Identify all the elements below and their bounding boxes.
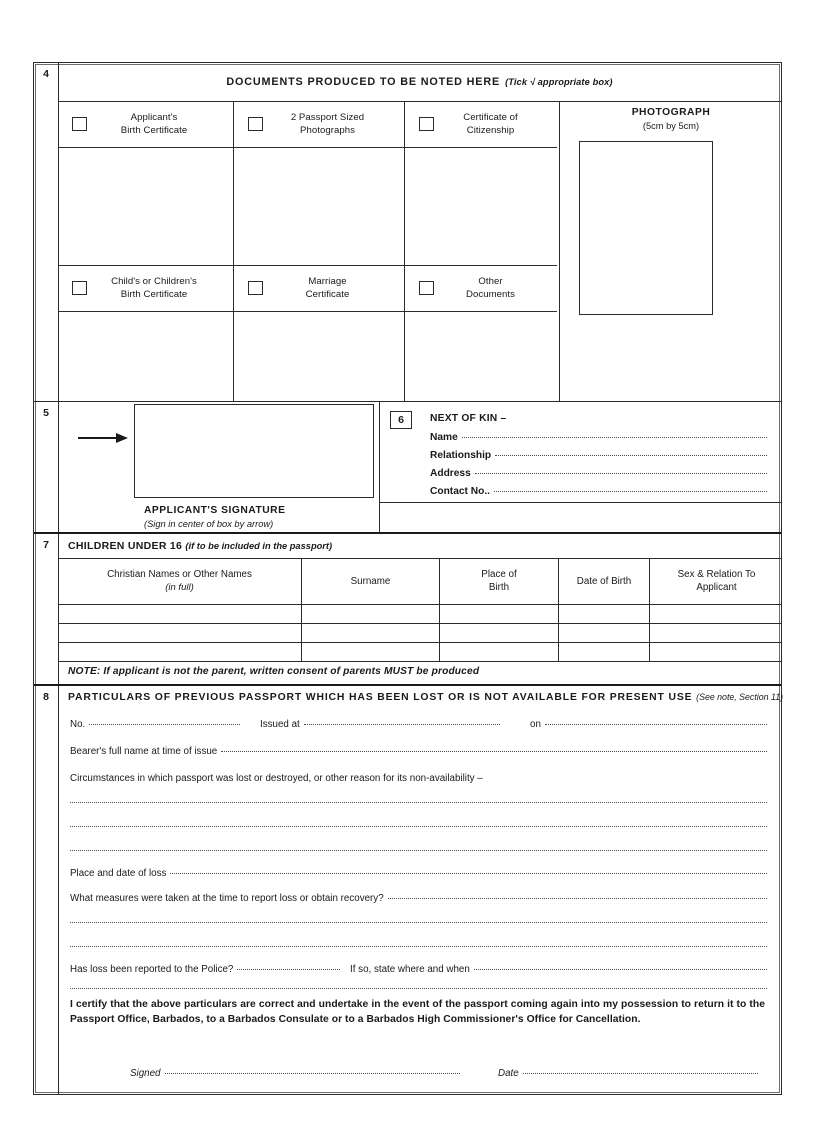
doc-checkbox-label — [87, 275, 233, 301]
applicant-signature-box[interactable] — [134, 404, 374, 498]
children-row-rule — [58, 661, 781, 662]
checkbox-certificate-of-citizenship[interactable] — [419, 117, 434, 131]
doc-checkbox-label — [263, 275, 404, 301]
doc-checkbox-label — [263, 111, 404, 137]
doc-row2-rule — [58, 311, 557, 312]
doc-label-line1: Certificate of — [463, 112, 518, 123]
checkbox-marriage-certificate[interactable] — [248, 281, 263, 295]
col-header-line1: Surname — [350, 575, 391, 587]
next-of-kin-relationship-input[interactable] — [495, 447, 767, 456]
doc-checkbox-cell[interactable] — [58, 265, 233, 311]
bearer-name-input[interactable] — [221, 743, 767, 752]
children-col-header-surname — [302, 558, 439, 604]
children-col-divider-4 — [649, 558, 650, 661]
col-header-line2: Birth — [488, 582, 510, 593]
police-reported-row[interactable] — [70, 963, 340, 975]
measures-taken-label: What measures were taken at the time to report loss or obtain recovery? — [70, 893, 384, 904]
doc-checkbox-label — [87, 111, 233, 137]
next-of-kin-relationship-row[interactable] — [430, 449, 767, 461]
next-of-kin-address-row[interactable] — [430, 467, 767, 479]
next-of-kin-contact-input[interactable] — [494, 483, 767, 492]
arrow-head — [116, 433, 128, 443]
section-7-number: 7 — [43, 539, 49, 551]
children-col-divider-3 — [558, 558, 559, 661]
measures-taken-row[interactable] — [70, 892, 767, 904]
next-of-kin-contact-label: Contact No.. — [430, 486, 490, 497]
police-reported-input[interactable] — [237, 961, 340, 970]
section-8-previous-passport — [34, 686, 784, 1094]
police-where-when-input[interactable] — [474, 961, 767, 970]
checkbox-other-documents[interactable] — [419, 281, 434, 295]
col-header-line2: (in full) — [165, 582, 194, 593]
doc-label-line1: 2 Passport Sized — [290, 112, 365, 123]
section-8-title-wrap — [68, 692, 783, 703]
section-7-title-wrap — [68, 540, 332, 552]
section-5-6-divider — [379, 402, 380, 532]
section-7-children-under-16 — [34, 534, 781, 684]
certification-statement: I certify that the above particulars are correct and undertake in the event of the passport coming again into my possession to return it to the Passport Office, Barbados, to a Barbados Consulate or to a Barbados High Commissioner's Office for Cancellation. — [70, 999, 765, 1025]
children-col-divider-1 — [301, 558, 302, 661]
doc-label-line2: Documents — [466, 289, 515, 300]
police-reported-label: Has loss been reported to the Police? — [70, 964, 234, 975]
passport-form-frame — [33, 62, 782, 1095]
circumstances-input-line[interactable] — [70, 850, 767, 851]
doc-checkbox-cell[interactable] — [58, 101, 233, 147]
date-label: Date — [498, 1068, 519, 1079]
section-4-documents-produced — [34, 63, 781, 401]
doc-checkbox-cell[interactable] — [234, 265, 404, 311]
checkbox-2-passport-sized-photographs[interactable] — [248, 117, 263, 131]
arrow-shaft — [78, 437, 118, 439]
children-col-header-date-of-birth — [559, 558, 649, 604]
police-where-when-label: If so, state where and when — [350, 964, 470, 975]
section-8-title-note: (See note, Section 11) — [696, 692, 784, 702]
next-of-kin-name-row[interactable] — [430, 431, 767, 443]
police-overflow-line[interactable] — [70, 988, 767, 989]
section-4-title-bar — [58, 63, 781, 101]
next-of-kin-relationship-label: Relationship — [430, 450, 492, 461]
section-5-number: 5 — [43, 407, 49, 419]
section-8-title: PARTICULARS OF PREVIOUS PASSPORT WHICH HAS BEEN LOST OR IS NOT AVAILABLE FOR PRESENT USE — [68, 692, 693, 703]
children-row-rule — [58, 642, 781, 643]
measures-input-line[interactable] — [70, 946, 767, 947]
doc-checkbox-cell[interactable] — [405, 101, 559, 147]
previous-passport-on-row[interactable] — [530, 718, 767, 730]
signed-row[interactable] — [130, 1067, 460, 1079]
previous-passport-issued-at-row[interactable] — [260, 718, 500, 730]
col-header-line2: Applicant — [696, 582, 737, 593]
children-col-header-sex-relation — [650, 558, 783, 604]
doc-row1-rule — [58, 147, 557, 148]
doc-label-line1: Marriage — [308, 276, 347, 287]
doc-label-line1: Child's or Children's — [111, 276, 197, 287]
gutter-divider — [58, 402, 59, 532]
section-7-title-note: (if to be included in the passport) — [185, 541, 333, 551]
signed-input[interactable] — [165, 1065, 460, 1074]
section-7-title: CHILDREN UNDER 16 — [68, 540, 183, 552]
previous-passport-no-label: No. — [70, 719, 86, 730]
applicant-signature-instruction: (Sign in center of box by arrow) — [144, 519, 274, 529]
circumstances-label: Circumstances in which passport was lost or destroyed, or other reason for its non-availability – — [70, 773, 483, 784]
bearer-name-row[interactable] — [70, 745, 767, 757]
police-where-when-row[interactable] — [350, 963, 767, 975]
section-5-6-band — [34, 402, 781, 532]
previous-passport-no-input[interactable] — [89, 716, 240, 725]
circumstances-input-line[interactable] — [70, 826, 767, 827]
section-6-bottom-rule — [379, 502, 781, 503]
photograph-heading: PHOTOGRAPH — [631, 107, 711, 118]
doc-label-line2: Certificate — [305, 289, 350, 300]
gutter-divider — [58, 686, 59, 1094]
previous-passport-issued-at-input[interactable] — [304, 716, 500, 725]
signed-label: Signed — [130, 1068, 161, 1079]
measures-taken-input[interactable] — [388, 890, 767, 899]
circumstances-input-line[interactable] — [70, 802, 767, 803]
next-of-kin-address-input[interactable] — [475, 465, 767, 474]
children-row-rule — [58, 623, 781, 624]
place-date-of-loss-label: Place and date of loss — [70, 868, 167, 879]
col-header-line1: Date of Birth — [576, 575, 632, 587]
doc-checkbox-cell[interactable] — [405, 265, 559, 311]
col-header-line1: Place of — [481, 569, 517, 580]
section-6-number: 6 — [390, 411, 412, 429]
previous-passport-on-label: on — [530, 719, 541, 730]
doc-checkbox-label — [434, 111, 559, 137]
previous-passport-issued-at-label: Issued at — [260, 719, 300, 730]
photograph-size-note: (5cm by 5cm) — [642, 121, 700, 131]
place-date-of-loss-row[interactable] — [70, 867, 767, 879]
doc-label-line2: Birth Certificate — [120, 289, 188, 300]
photograph-paste-area[interactable] — [579, 141, 713, 315]
measures-input-line[interactable] — [70, 922, 767, 923]
children-header-rule — [58, 604, 781, 605]
bearer-name-label: Bearer's full name at time of issue — [70, 746, 218, 757]
doc-label-line2: Birth Certificate — [120, 125, 188, 136]
doc-label-line1: Other — [478, 276, 503, 287]
place-date-of-loss-input[interactable] — [170, 865, 767, 874]
section-8-number: 8 — [43, 691, 49, 703]
next-of-kin-name-input[interactable] — [462, 429, 767, 438]
date-input[interactable] — [523, 1065, 758, 1074]
doc-label-line2: Photographs — [300, 125, 355, 136]
children-col-divider-2 — [439, 558, 440, 661]
checkbox-childs-birth-certificate[interactable] — [72, 281, 87, 295]
checkbox-applicants-birth-certificate[interactable] — [72, 117, 87, 131]
next-of-kin-title: NEXT OF KIN – — [430, 413, 507, 424]
arrow-right-icon — [78, 433, 130, 443]
section-4-title-note: (Tick √ appropriate box) — [505, 77, 613, 87]
next-of-kin-address-label: Address — [430, 468, 471, 479]
doc-label-line1: Applicant's — [130, 112, 178, 123]
children-note: NOTE: If applicant is not the parent, written consent of parents MUST be produced — [68, 666, 480, 677]
next-of-kin-name-label: Name — [430, 432, 458, 443]
children-col-header-place-of-birth — [440, 558, 558, 604]
doc-checkbox-cell[interactable] — [234, 101, 404, 147]
previous-passport-no-row[interactable] — [70, 718, 240, 730]
section-4-number: 4 — [43, 68, 49, 80]
col-header-line1: Christian Names or Other Names — [107, 569, 252, 580]
doc-label-line2: Citizenship — [466, 125, 515, 136]
photo-column-divider — [559, 101, 560, 401]
previous-passport-on-input[interactable] — [545, 716, 767, 725]
doc-checkbox-label — [434, 275, 559, 301]
children-col-header-names — [58, 558, 301, 604]
next-of-kin-contact-row[interactable] — [430, 485, 767, 497]
date-row[interactable] — [498, 1067, 758, 1079]
section-4-title: DOCUMENTS PRODUCED TO BE NOTED HERE — [226, 76, 501, 88]
applicant-signature-caption: APPLICANT'S SIGNATURE — [144, 505, 286, 516]
col-header-line1: Sex & Relation To — [677, 569, 756, 580]
